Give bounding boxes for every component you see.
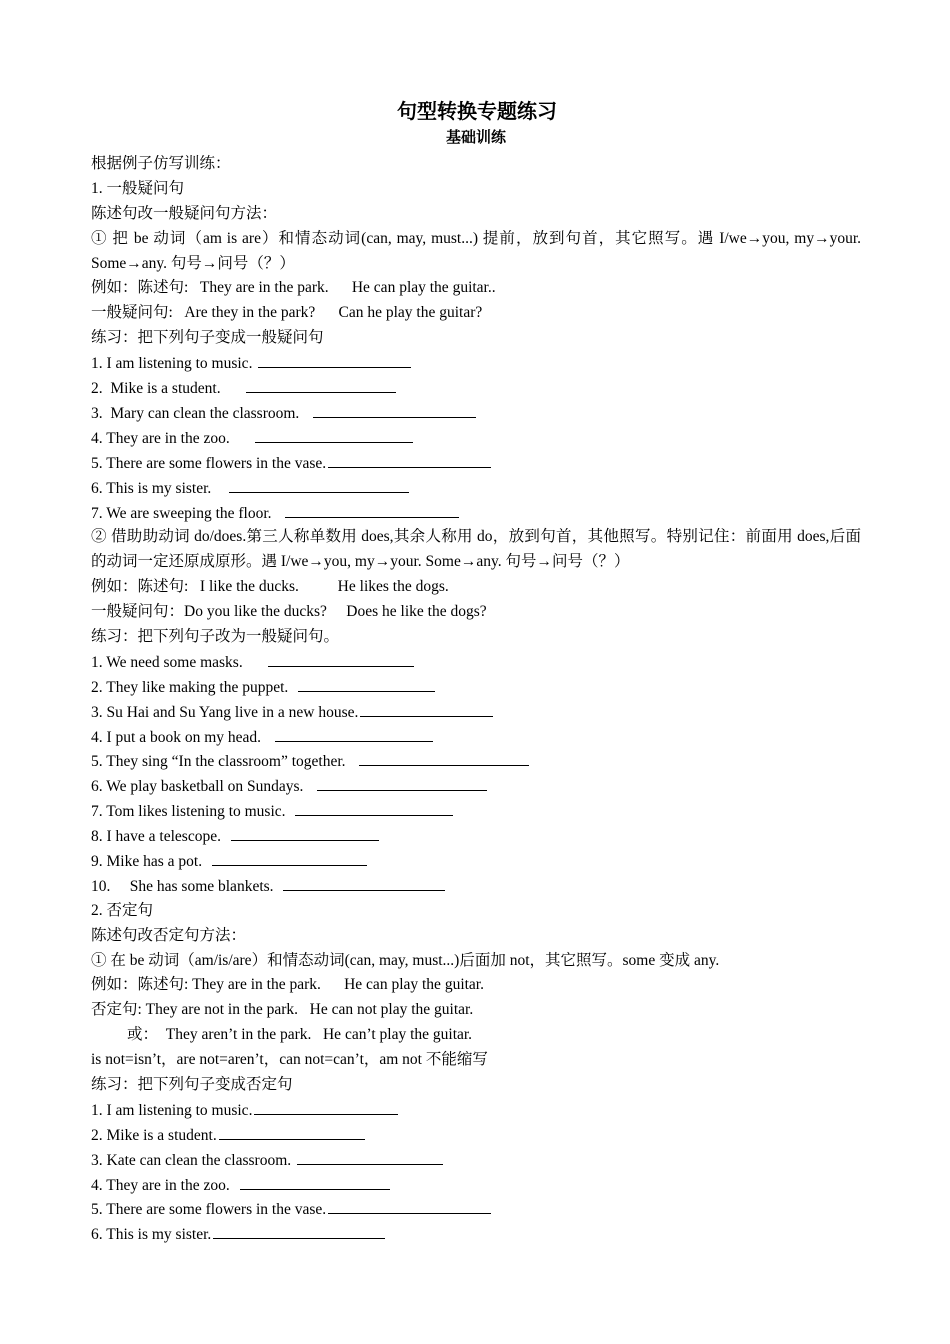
exercise-sentence: 3. Mary can clean the classroom. <box>91 404 311 422</box>
page-title: 句型转换专题练习 <box>397 99 557 123</box>
exercise-item <box>91 824 861 849</box>
section-1-rule-2: ② 借助助动词 do/does.第三人称单数用 does,其余人称用 do，放到句首，其他照写。特别记住：前面用 does,后面的动词一定还原成原形。遇 I/we→you, my→your. Some→any. 句号→问号（？） <box>91 528 861 571</box>
exercise-sentence: 2. Mike is a student. <box>91 1126 217 1144</box>
section-1-method: 陈述句改一般疑问句方法： <box>91 204 278 222</box>
answer-blank[interactable] <box>246 376 396 393</box>
section-2-heading: 2. 否定句 <box>91 901 154 919</box>
answer-blank[interactable] <box>297 1148 443 1165</box>
section-1-example-1-statement: 例如：陈述句: They are in the park. He can play the guitar.. <box>91 279 496 297</box>
exercise-sentence: 2. Mike is a student. <box>91 380 244 398</box>
answer-blank[interactable] <box>298 675 435 692</box>
exercise-item <box>91 476 861 501</box>
exercise-sentence: 4. I put a book on my head. <box>91 728 273 746</box>
exercise-sentence: 3. Kate can clean the classroom. <box>91 1151 295 1169</box>
exercise-item <box>91 451 861 476</box>
exercise-item <box>91 351 861 376</box>
answer-blank[interactable] <box>268 650 414 667</box>
exercise-item <box>91 849 861 874</box>
exercise-sentence: 1. I am listening to music. <box>91 1101 253 1119</box>
answer-blank[interactable] <box>313 401 476 418</box>
section-2-contractions: is not=isn’t，are not=aren’t，can not=can’t，am not 不能缩写 <box>91 1051 488 1069</box>
section-1-heading: 1. 一般疑问句 <box>91 179 185 197</box>
exercise-sentence: 6. This is my sister. <box>91 1226 212 1244</box>
exercise-item <box>91 774 861 799</box>
exercise-item <box>91 650 861 675</box>
exercise-sentence: 6. This is my sister. <box>91 479 227 497</box>
section-1-example-1-question: 一般疑问句: Are they in the park? Can he play the guitar? <box>91 304 483 322</box>
answer-blank[interactable] <box>359 749 529 766</box>
exercise-sentence: 4. They are in the zoo. <box>91 1176 238 1194</box>
answer-blank[interactable] <box>254 1098 398 1115</box>
exercise-sentence: 6. We play basketball on Sundays. <box>91 778 316 796</box>
answer-blank[interactable] <box>360 700 493 717</box>
exercise-sentence: 9. Mike has a pot. <box>91 853 210 870</box>
exercise-sentence: 10. She has some blankets. <box>91 877 282 895</box>
section-2-example-statement: 例如：陈述句: They are in the park. He can play the guitar. <box>91 976 484 994</box>
exercise-item <box>91 401 861 426</box>
exercise-item <box>91 1173 861 1198</box>
exercise-sentence: 5. There are some flowers in the vase. <box>91 1201 327 1219</box>
exercise-item <box>91 426 861 451</box>
answer-blank[interactable] <box>275 725 433 742</box>
section-2-practice-heading: 练习：把下列句子变成否定句 <box>91 1076 293 1094</box>
section-2-example-negative: 否定句: They are not in the park. He can not play the guitar. <box>91 1001 474 1019</box>
exercise-sentence: 8. I have a telescope. <box>91 828 229 846</box>
intro-text: 根据例子仿写训练： <box>91 155 231 172</box>
exercise-sentence: 1. I am listening to music. <box>91 355 257 373</box>
exercise-sentence: 1. We need some masks. <box>91 653 266 671</box>
section-1-example-2-statement: 例如：陈述句: I like the ducks. He likes the dogs. <box>91 578 449 596</box>
exercise-item <box>91 675 861 700</box>
exercise-item <box>91 1197 861 1222</box>
exercise-sentence: 4. They are in the zoo. <box>91 429 253 447</box>
section-1-practice-2-heading: 练习：把下列句子改为一般疑问句。 <box>91 627 340 645</box>
section-1-rule-1: ① 把 be 动词（am is are）和情态动词(can, may, must...) 提前，放到句首，其它照写。遇 I/we→you, my→your. Some→any. 句号→问号（？） <box>91 229 861 272</box>
answer-blank[interactable] <box>258 351 411 368</box>
exercise-item <box>91 1222 861 1247</box>
exercise-sentence: 5. There are some flowers in the vase. <box>91 454 327 472</box>
section-1-practice-1-heading: 练习：把下列句子变成一般疑问句 <box>91 329 324 347</box>
exercise-item <box>91 799 861 824</box>
exercise-sentence: 7. We are sweeping the floor. <box>91 504 284 522</box>
exercise-item <box>91 874 861 899</box>
answer-blank[interactable] <box>231 824 379 841</box>
answer-blank[interactable] <box>285 501 459 518</box>
answer-blank[interactable] <box>213 1222 385 1239</box>
exercise-item <box>91 700 861 725</box>
exercise-item <box>91 1123 861 1148</box>
section-2-rule-1: ① 在 be 动词（am/is/are）和情态动词(can, may, must...)后面加 not，其它照写。some 变成 any. <box>91 951 720 969</box>
answer-blank[interactable] <box>283 874 445 891</box>
exercise-sentence: 7. Tom likes listening to music. <box>91 803 294 821</box>
answer-blank[interactable] <box>317 774 487 791</box>
answer-blank[interactable] <box>219 1123 365 1140</box>
answer-blank[interactable] <box>240 1173 390 1190</box>
section-1-example-2-question: 一般疑问句：Do you like the ducks? Does he like the dogs? <box>91 603 487 621</box>
exercise-sentence: 2. They like making the puppet. <box>91 678 297 696</box>
answer-blank[interactable] <box>295 799 453 816</box>
section-2-example-contracted: 或： They aren’t in the park. He can’t play the guitar. <box>127 1026 473 1044</box>
exercise-sentence: 5. They sing “In the classroom” together. <box>91 753 358 771</box>
exercise-item <box>91 1098 861 1123</box>
worksheet-page <box>91 96 861 1247</box>
answer-blank[interactable] <box>229 476 409 493</box>
answer-blank[interactable] <box>328 451 491 468</box>
answer-blank[interactable] <box>255 426 413 443</box>
exercise-item <box>91 725 861 750</box>
exercise-item <box>91 376 861 401</box>
exercise-item <box>91 1148 861 1173</box>
answer-blank[interactable] <box>328 1197 491 1214</box>
exercise-item <box>91 749 861 774</box>
exercise-sentence: 3. Su Hai and Su Yang live in a new house. <box>91 703 359 721</box>
exercise-item <box>91 501 861 526</box>
section-2-method: 陈述句改否定句方法： <box>91 926 247 944</box>
answer-blank[interactable] <box>212 849 367 866</box>
page-subtitle: 基础训练 <box>445 128 506 146</box>
